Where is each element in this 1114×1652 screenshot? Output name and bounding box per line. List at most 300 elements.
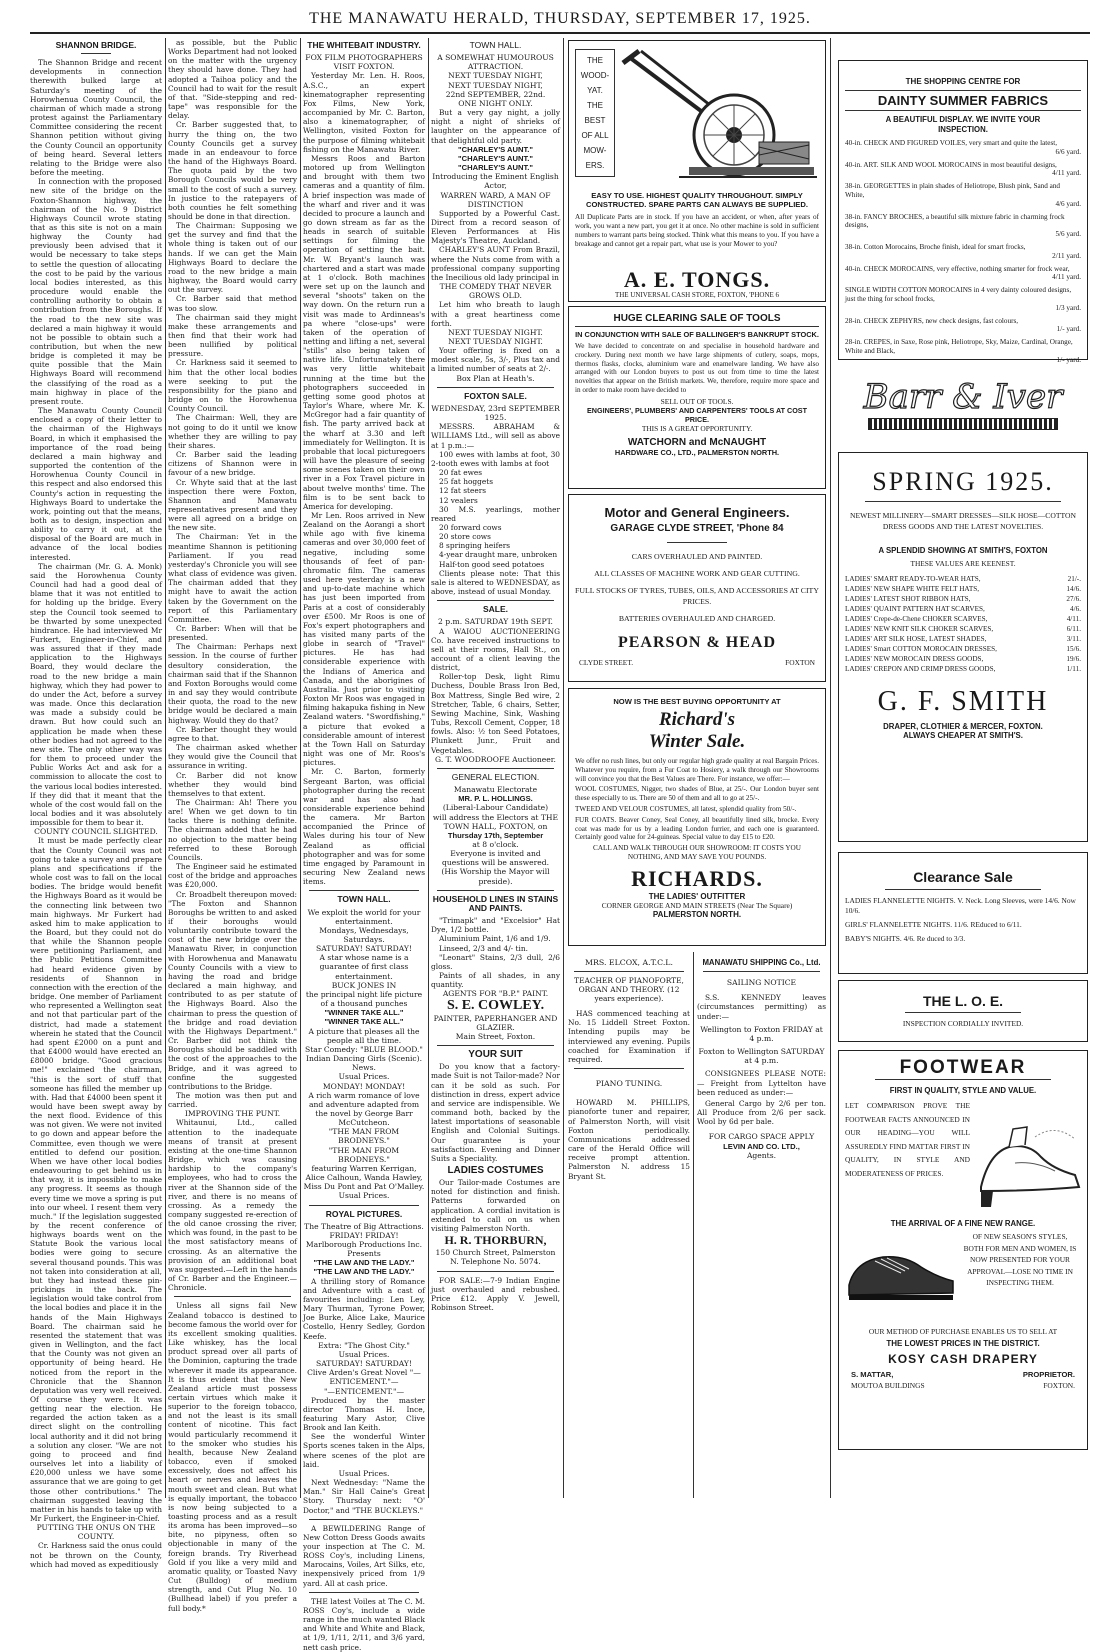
column-1 — [30, 38, 162, 1569]
ad-line: NEWEST MILLINERY—SMART DRESSES—SILK HOSE—COTTON DRESS GOODS AND THE LATEST NOVELTIES. — [850, 511, 1076, 531]
ad-title: Richard's — [658, 709, 736, 730]
address-left: MOUTOA BUILDINGS — [851, 1381, 925, 1390]
fabric-item-text: 28-in. CHECK ZEPHYRS, new check designs, fast colours, — [845, 316, 1019, 325]
ad-proprietor — [845, 1370, 1081, 1379]
ad-line: Your offering is fixed on a modest scale, 5s, 3/-, Plus tax and a limited number of seats at 2/-. — [431, 346, 560, 374]
footer-right: FOXTON — [785, 658, 815, 667]
divider — [437, 1045, 554, 1046]
proprietor-name: S. MATTAR, — [851, 1370, 894, 1379]
ad-line: SATURDAY! SATURDAY! — [316, 944, 412, 954]
ad-line: Clients please note: That this sale is altered to WEDNESDAY, as above, instead of usual Monday. — [431, 568, 560, 597]
ad-name: WATCHORN and McNAUGHT — [627, 436, 767, 448]
fabric-item — [845, 286, 1081, 312]
ad-title: TOWN HALL. — [337, 894, 391, 905]
ad-footer: DRAPER, CLOTHIER & MERCER, FOXTON. — [883, 722, 1043, 731]
ad-line: FOR CARGO SPACE APPLY — [708, 1132, 815, 1142]
ad-line: FOR SALE:—7-9 Indian Engine just overhauled and rebushed. Price £12. Apply V. Jewell, Robinson Street. — [431, 1275, 560, 1312]
ad-title: SPRING 1925. — [865, 467, 1061, 502]
paragraph: Messrs Roos and Barton motored up from Wellington and brought with them two cameras and a quantity of film. A brief inspection was made of the wharf and river and it was decided to procure a launch and go down stream as far as the heads in search of suitable settings for filming the operation of setting the bait. Mr. W. Bryant's launch was chartered and a start was made at 1 o'clock. Both machines were set up on the launch and several "shoots" taken on the way down. On the return run a visit was made to Ardinneas's pa where "close-ups" were taken of the operation of netting and lifting a net, several "stills" also being taken of native life. Unfortunately there was very little whitebait running at the time but the photographers succeeded in getting some good photos at Taylor's Whare, where Mr. K. McGregor had a fair quantity of fish. The party arrived back at the wharf at 3.30 and left immediately for Wellington. It is probable that local picturegoers will have the pleasure of seeing some scenes taken on their own river in a Fox Travel picture in about twelve months' time. The film is to be sent back to America for developing. — [303, 153, 425, 511]
ad-line: "CHARLEY'S AUNT." — [458, 144, 533, 154]
ad-city: PALMERSTON NORTH. — [652, 909, 742, 919]
paragraph: The Chairman: Supposing we get the survey and find that the whole thing is taken out of our hands. If we can get the Main Highways Board to declare the road to the new bridge a main highway, the Board would carry out the survey. — [168, 221, 297, 295]
price-item-price: 1/11. — [1066, 665, 1081, 673]
ad-line: Usual Prices. — [338, 1072, 390, 1082]
ad-title: PIANO TUNING. — [595, 1079, 663, 1089]
ad-title: HOUSEHOLD LINES IN STAINS AND PAINTS. — [432, 893, 559, 913]
ad-subtitle: SAILING NOTICE — [726, 978, 797, 988]
ad-line: Linseed, 2/3 and 4/- tin. — [439, 943, 528, 953]
divider — [574, 1068, 684, 1069]
ad-line: Agents. — [746, 1150, 777, 1160]
divider — [309, 890, 419, 891]
ad-line: CONSIGNEES PLEASE NOTE:— Freight from Lyttelton have been reduced as under:— — [697, 1069, 826, 1097]
price-item — [845, 574, 1081, 584]
ad-name: RICHARDS. — [631, 865, 763, 891]
ad-line: MR. P. L. HOLLINGS. — [458, 794, 533, 804]
ad-line: BUCK JONES IN — [331, 980, 397, 990]
mower-body: All Duplicate Parts are in stock. If you have an accident, or when, after years of work, you want a new part, you get it at once. No other machine is sold in sufficient numbers to warrant parts being stocked. Think what this means to you. If you have a breakage and cannot get a repair part, what use is your Mower to you? — [575, 213, 819, 248]
ad-line: Roller-top Desk, light Rimu Duchess, Double Brass Iron Bed, Box Mattress, Single Bed wire, 2 Stretcher, Table, 6 chairs, Setter, Sewing Machine, Sink, Washing Tubs, Rexcoll Cement, Copper, 18 fowls. Also: ½ ton Seed Potatoes, Plunkett Junr., Fruit and Vegetables. — [431, 672, 560, 755]
side-text: THE — [587, 101, 603, 110]
paragraph: Cr. Harkness said it seemed to him that the other local bodies were seeking to put the responsibility for the piano and bridge on to the Horowhenua County Council. — [168, 358, 297, 414]
divider — [905, 1012, 1021, 1013]
ad-line: AGENTS FOR "B.P." PAINT. — [442, 989, 549, 999]
tools-sale-ad — [568, 306, 826, 489]
ad-line: Wellington to Foxton FRIDAY at 4 p.m. — [700, 1024, 823, 1043]
fabric-item-text: 40-in. CHECK AND FIGURED VOILES, very smart and quite the latest, — [845, 139, 1058, 147]
column-rule — [830, 38, 831, 1498]
price-item-price: 6/11. — [1066, 625, 1081, 633]
price-item-text: LADIES' QUAINT PATTERN HAT SCARVES, — [845, 605, 985, 613]
price-item-text: LADIES' NEW KNIT SILK CHOKER SCARVES, — [845, 625, 994, 633]
fabric-item-price: 4/6 yard. — [1055, 199, 1081, 208]
ad-line: Introducing the Eminent English Actor, — [432, 172, 559, 191]
price-item-text: LADIES' ART SILK HOSE, LATEST SHADES, — [845, 635, 987, 643]
side-text: BEST — [584, 116, 606, 125]
paragraph: The Chairman: Perhaps next session. In the course of further desultory consideration, the chairman said that if the Shannon and Foxton Boroughs would come in and say they would contribute their quota, the road to the new bridge would be declared a main highway. Would they do that? — [168, 642, 297, 725]
divider — [437, 768, 554, 769]
ad-line: A rich warm romance of love and adventure adapted from the novel by George Barr McCutcheon. — [308, 1090, 420, 1128]
ad-line: PAINTER, PAPERHANGER AND GLAZIER. — [433, 1013, 558, 1032]
fabric-item-price: 1/- yard. — [1056, 325, 1081, 334]
paragraph: It must be made perfectly clear that the County Council was not going to take a survey and prepare plans and specifications if the whole cost was to fall on the local bodies. The bridge would benefit the Highways Board as it would be the connecting link between two main highways. Mr Furkert had asked him to make application to the Board, but they could not do that while the Shannon people were petitioning Parliament, and the Public Petitions Committee had heard evidence given by residents of Shannon in connection with the erection of the bridge. One member of Parliament who represented a Wellington seat and not that particular part of the district, had made a statement wherein he stated that the Council had spent £2000 on a punt and that £4000 would have erected an £8000 bridge. "Good gracious me!" exclaimed the chairman, "this is the sort of stuff that someone has filled the member up with. Had that £4000 been spent it would have been swept away by the next flood. Evidence of this was not given. We were not invited to go down and appear before the Committee, even though we were entitled to defend our position. When we have other local bodies endeavouring to get behind us in that way, it is impossible to make any progress. It seems as though every time we move a spring is put into our wheel. I resent them very much." If the legislation suggested by the recent conference of highways boards went on the Statute Book the various local bodies were going to secure several thousand pounds. This was not taken into consideration at all, but they had instead these pin-prickings in the back. The legislation would take control from the local bodies and place it in the hands of the Main Highways Board. The chairman said he resented the statement that was given in Wellington, and the fact that the County was not given an opportunity of being heard. He noticed from the report in the Chronicle that the Shannon deputation was very well received. Of course they were. It was getting near the election. He regarded the action taken as a direct slight on the controlling local authority and it did not bring a solution any closer. "We are not going to proceed and find ourselves let into a liability of £20,000 unless we have some assurance that we are going to get those other contributions." The chairman suggested leaving the matter in his hands to take up with Mr Furkert, the Engineer-in-Chief. — [30, 836, 162, 1523]
divider — [174, 1296, 291, 1297]
ad-topline: THE SHOPPING CENTRE FOR — [905, 77, 1021, 86]
ad-body: HOWARD M. PHILLIPS, pianoforte tuner and repairer, of Palmerston North, will visit Foxton periodically. Communications addressed care of the Herald Office will receive prompt attention. Palmerston N. address 15 Bryant St. — [568, 1098, 690, 1181]
price-item — [845, 644, 1081, 654]
fabric-item-price: 5/6 yard. — [1055, 230, 1081, 239]
ad-line: Extra: "The Ghost City." — [318, 1340, 410, 1350]
ad-line: Our Tailor-made Costumes are noted for distinction and finish. Patterns forwarded on application. A cordial invitation is extended to call on us when visiting Palmerston North. — [431, 1178, 560, 1233]
mower-caption: EASY TO USE. HIGHEST QUALITY THROUGHOUT. SIMPLY CONSTRUCTED. SPARE PARTS CAN ALWAYS BE SUPPLIED. — [586, 191, 808, 209]
ad-line: Everyone is invited and questions will be answered. — [441, 849, 550, 868]
divider — [309, 1592, 419, 1593]
barr-iver-logo: Barr & Iver — [863, 377, 1063, 417]
ad-body: We offer no rush lines, but only our regular high grade quality at real Bargain Prices. Whatever you require, from a Fur Coat to Hosiery, a walk through our Showrooms will convince you that the Best Values are There. For instance, we offer:— — [575, 757, 819, 783]
fabric-item — [845, 182, 1081, 208]
ad-item: TWEED AND VELOUR COSTUMES, all latest, splendid quality from 50/-. — [575, 804, 797, 813]
paragraph: The Chairman: Yet in the meantime Shannon is petitioning Parliament. If you read yesterday's Chronicle you will see what class of evidence was given. The chairman added that they might have to await the action taken by the Government on the report of this Parliamentary Committee. — [168, 532, 297, 624]
ad-line: Let him who breath to laugh with a great heartiness come forth. — [431, 300, 560, 328]
price-item-price: 19/6. — [1066, 655, 1081, 663]
ad-line: featuring Warren Kerrigan, Alice Calhoun, Wanda Hawley, Miss Du Pont and Pat O'Malley. — [303, 1163, 425, 1192]
ad-subtitle: THE LADIES' OUTFITTER — [648, 891, 746, 901]
side-text: MOW- — [583, 146, 607, 155]
article-title: SHANNON BRIDGE. — [55, 40, 137, 50]
fabric-item-price: 4/11 yard. — [1052, 273, 1081, 282]
ad-line: (His Worship the Mayor will preside). — [441, 867, 550, 886]
divider — [309, 1519, 419, 1520]
price-item-text: LADIES' Crepe-de-Chene CHOKER SCARVES, — [845, 615, 988, 623]
side-text: ERS. — [585, 161, 605, 170]
divider — [437, 890, 554, 891]
richards-winter-sale-ad — [568, 688, 826, 946]
price-item-text: LADIES' LATEST SHOT RIBBON HATS, — [845, 595, 971, 603]
fabric-item-price: 1/3 yard. — [1055, 303, 1081, 312]
fabric-item — [845, 213, 1081, 239]
tongs-name: A. E. TONGS. — [623, 267, 771, 292]
ad-body: HAS commenced teaching at No. 15 Liddell Street Foxton. Intending pupils may be interviewed any evening. Pupils coached for Examination if required. — [568, 1009, 690, 1064]
ad-line: NEXT TUESDAY NIGHT. — [448, 327, 543, 337]
paragraph: In connection with the proposed new site of the bridge on the Foxton-Shannon highway, the chairman of the No. 9 District Highways Council wrote stating that as this site is not on a main highway the County had previously been advised that it would be necessary to take steps to settle the question of allocating the cost to be paid by the various local bodies interested, as this procedure would enable the controlling authority to obtain a contribution from the Boroughs. If the road to the new site was declared a main highway it would not be possible to obtain such a contribution, but when the new bridge is completed it may be quite possible that the Main Highways Board will recommend the classifying of the road as a main highway in place of the present route. — [30, 177, 162, 406]
fabric-item — [845, 161, 1081, 179]
ad-title: Motor and General Engineers. — [604, 505, 790, 520]
ad-footer: ALWAYS CHEAPER AT SMITH'S. — [903, 731, 1023, 740]
price-item-price: 21/-. — [1067, 575, 1081, 583]
fabric-item-text: SINGLE WIDTH COTTON MOROCAINS in 4 very dainty coloured designs, just the thing for school frocks, — [845, 286, 1072, 303]
ad-line: A picture that pleases all the people all the time. — [308, 1026, 420, 1045]
ad-line: A thrilling story of Romance and Adventure with a cast of favourites including: Len Ley, Mary Thurman, Tyrone Power, Joe Burke, Alice Lake, Maurice Costello, Henry Sedley, Gordon Keefe. — [303, 1276, 425, 1341]
fabric-item-text: 40-in. ART. SILK AND WOOL MOROCAINS in most beautiful designs, — [845, 160, 1057, 169]
divider — [667, 542, 727, 543]
price-item-text: LADIES' NEW SHAPE WHITE FELT HATS, — [845, 585, 979, 593]
paragraph: The Shannon Bridge and recent developments in connection therewith bulked large at Saturday's meeting of the Horowhenua County Council, the chairman of which made a strong protest against the Parliamentary Committee considering the recent Shannon petition without giving the County Council an opportunity of being heard. Several letters relating to the Bridge were also before the meeting. — [30, 58, 162, 178]
fabric-item-price: 6/6 yard. — [1055, 147, 1081, 156]
ad-name: S. E. COWLEY. — [446, 998, 545, 1014]
paragraph: Cr. Barber did not know whether they would bind themselves to that extent. — [168, 770, 297, 798]
ad-line: "Leonart" Stains, 2/3 dull, 2/6 gloss. — [431, 952, 560, 971]
logo-underline — [868, 418, 1058, 430]
subheading: IMPROVING THE PUNT. — [184, 1109, 281, 1119]
ad-line: Foxton to Wellington SATURDAY at 4 p.m. — [698, 1047, 825, 1066]
fabric-item — [845, 243, 1081, 261]
ad-line: BATTERIES OVERHAULED AND CHARGED. — [618, 614, 776, 623]
paragraph: Mr Len. Roos arrived in New Zealand on the Aorangi a short while ago with five kinema cameras and over 30,000 feet of negative, including some thousands of feet of pan-chromatic film. The cameras used here yesterday is a new and up-to-date machine which has just been imported from Paris at a cost of considerably over £500. Mr Roos is one of Fox's expert photographers and has visited many parts of the globe in search of "Travel" pictures. He has had considerable experience with the Indians of America and Canada, and the aborigines of Australia. Just prior to visiting Foxton Mr Roos was engaged in filming hakapuka fishing in New Zealand waters. "Swordfishing," a picture that evoked a considerable amount of interest at the Town Hall on Saturday night was one of Mr. Roos's pictures. — [303, 510, 425, 768]
mens-shoe-illustration — [845, 1239, 957, 1309]
paragraph: The Manawatu County Council enclosed a copy of their letter to the chairman of the Highways Board, in which it emphasised the importance of the road being declared a main highway and supported the contention of the Horowhenua County Council in this respect and also endorsed this County's action in requesting the Highways Board to undertake the work, pointing out that the means, both as to design, inspection and ability to carry it out, at the disposal of the Board are much in advance of the local bodies interested. — [30, 406, 162, 562]
subheading: PUTTING THE ONUS ON THE COUNTY. — [36, 1523, 156, 1542]
ad-name: G. F. SMITH — [877, 686, 1049, 717]
paragraph: Cr. Broadbelt thereupon moved: "The Foxton and Shannon Boroughs be written to and asked if their boroughs would voluntarily contribute toward the cost of the new bridge over the Manawatu River, in conjunction with Horowhenua and Manawatu County Councils with a view to having the road and bridge declared a main highway, and contributed to as per statute of the Highways Board. Also the chairman to press the question of the bridge and road deviation with the Highways Department." Cr. Barber did not think the Boroughs should be saddled with the cost of the approaches to the Bridge, and it was agreed to confine the suggested contributions to the Bridge. — [168, 889, 297, 1091]
ad-title: DAINTY SUMMER FABRICS — [845, 90, 1081, 111]
ad-line: GIRLS' FLANNELETTE NIGHTS. 11/6. REduced to 6/11. — [845, 920, 1022, 929]
tongs-mower-ad — [568, 40, 826, 302]
column-rule — [165, 38, 166, 1498]
price-item-price: 14/6. — [1066, 585, 1081, 593]
ad-line: BABY'S NIGHTS. 4/6. Re duced to 3/3. — [845, 934, 966, 943]
ad-line: NEXT TUESDAY NIGHT. — [448, 337, 543, 346]
ad-line: "WINNER TAKE ALL." — [324, 1017, 404, 1027]
ad-arrival: THE ARRIVAL OF A FINE NEW RANGE. — [890, 1219, 1036, 1228]
divider — [81, 53, 111, 54]
ad-line: OUR METHOD OF PURCHASE ENABLES US TO SELL AT — [868, 1327, 1058, 1336]
fabric-item-price: 2/11 yard. — [1052, 251, 1081, 260]
ad-title: FOOTWEAR — [875, 1057, 1051, 1080]
barr-iver-logo-ad — [838, 376, 1088, 438]
fabric-item — [845, 338, 1081, 364]
paragraph: Cr. Barber said that method was too slow. — [168, 294, 297, 313]
loe-ad — [838, 980, 1088, 1042]
clearance-sale-ad — [838, 852, 1088, 974]
mower-side-panel — [575, 49, 615, 177]
ad-line: "CHARLEY'S AUNT." — [458, 153, 533, 163]
footwear-mid-block — [845, 1231, 1081, 1323]
ad-line: 2 p.m. SATURDAY 19th SEPT. — [438, 617, 553, 627]
ad-title: HUGE CLEARING SALE OF TOOLS — [575, 313, 819, 327]
ad-line: THESE VALUES ARE KEENEST. — [910, 559, 1016, 568]
paragraph: The chairman (Mr. G. A. Monk) said the Horowhenua County Council had had a good deal of blame that it was not entitled to for holding up the bridge. Every step the Council took seemed to be thwarted by some unexpected hindrance. He had interviewed Mr Furkert, Engineer-in-Chief, and was assured that if they made application to the Highways Board, they would declare the road to the new bridge a main highway, which they had power to do under the Act, before a survey was made. Once this declaration was made a subsidy could be drawn. But how could such an application be made when these other bodies had not agreed to the new site. The only other way was for them to proceed under the Public Works Act and ask for a commission to allocate the cost to the various local bodies interested. If they did that it meant that the whole of the cost would fall on the local bodies and it was absolutely impossible for them to bear it. — [30, 561, 162, 828]
ad-line: (Liberal-Labour Candidate) — [442, 803, 549, 813]
ad-line: THE COMEDY THAT NEVER GROWS OLD. — [439, 282, 552, 301]
ad-title: MRS. ELCOX, A.T.C.L. — [585, 958, 673, 967]
ad-line: ENGINEERS', PLUMBERS' AND CARPENTERS' TOOLS AT COST PRICE. — [587, 405, 807, 424]
paragraph: THE latest Voiles at The C. M. ROSS Coy's, include a wide range in the much wanted Black and White and White and Black, at 1/9, 1/11, 2/11, and 3/6 yard, nett cash price. — [303, 1596, 425, 1652]
ad-line: The Theatre of Big Attractions. — [304, 1221, 424, 1231]
ad-line: Produced by the master director Thomas H. Ince, featuring Mary Astor, Clive Brook and Ian Keith. — [303, 1395, 425, 1433]
ad-line: WEDNESDAY, 23rd SEPTEMBER 1925. — [431, 403, 560, 423]
ad-line: 12 vealers — [439, 495, 478, 505]
price-item-text: LADIES' NEW MOROCAIN DRESS GOODS, — [845, 655, 984, 663]
ad-line: CARS OVERHAULED AND PAINTED. — [631, 552, 763, 561]
ad-line: Thursday 17th, September — [447, 830, 544, 840]
ad-body: OF NEW SEASON'S STYLES, BOTH FOR MEN AND WOMEN, IS NOW PRESENTED FOR YOUR APPROVAL—LOSE NO TIME IN INSPECTING THEM. — [963, 1232, 1077, 1287]
fabric-list — [845, 139, 1081, 365]
divider — [309, 1205, 419, 1206]
ad-name: H. R. THORBURN, — [444, 1233, 547, 1248]
fabric-item-price: 1/- yard. — [1056, 355, 1081, 364]
ad-title: ROYAL PICTURES. — [325, 1208, 403, 1219]
ad-topline: NOW IS THE BEST BUYING OPPORTUNITY AT — [613, 697, 781, 706]
ad-title: SALE. — [482, 604, 509, 615]
ad-line: 20 forward cows — [439, 522, 502, 532]
ad-line: MESSRS. ABRAHAM & WILLIAMS Ltd., will sell as above at 1 p.m.:— — [431, 422, 560, 450]
ad-subtitle: FIRST IN QUALITY, STYLE AND VALUE. — [889, 1086, 1037, 1095]
price-item-text: LADIES' Smart COTTON MOROCAIN DRESSES, — [845, 645, 997, 653]
ad-footer — [575, 658, 819, 667]
ad-address: CORNER GEORGE AND MAIN STREETS (Near The Square) — [601, 900, 793, 910]
paragraph: Cr. Barber thought they would agree to that. — [168, 724, 297, 743]
ad-line: Main Street, Foxton. — [455, 1031, 536, 1041]
ad-line: "THE LAW AND THE LADY." — [313, 1267, 415, 1277]
price-item — [845, 594, 1081, 604]
ad-line: "THE MAN FROM BRODNEYS." — [328, 1127, 400, 1146]
ad-line: will address the Electors at THE TOWN HALL, FOXTON, on — [432, 812, 559, 831]
ad-line: 30 M.S. yearlings, mother reared — [431, 504, 560, 523]
column-rule — [428, 38, 429, 1498]
fabric-item-text: 38-in. FANCY BROCHES, a beautiful silk mixture fabric in charming frock designs, — [845, 212, 1065, 230]
price-item — [845, 584, 1081, 594]
ad-line: Supported by a Powerful Cast. Direct from a record season of Eleven Performances at His Majesty's Theatre, Auckland. — [431, 208, 560, 246]
side-text: YAT. — [587, 86, 603, 95]
ad-item: FUR COATS. Beaver Coney, Seal Coney, all beautifully lined silk, brocke. Every coat was made for us by a leading London furrier, and each one is guaranteed. Certainly good value for 24-guineas. Special value to day £15 to £20. — [575, 815, 819, 842]
ad-line: But a very gay night, a jolly night a night of shrieks of laughter on the appearance of that delightful old party. — [431, 108, 560, 145]
side-text: THE — [587, 56, 603, 65]
divider — [885, 889, 1041, 890]
ad-line: A SPLENDID SHOWING AT SMITH'S, FOXTON — [878, 546, 1048, 555]
ad-line: LEVIN AND CO. LTD., — [723, 1141, 800, 1151]
ad-line: 22nd SEPTEMBER, 22nd. — [445, 89, 546, 99]
paragraph: Whitaunui, Ltd., called attention to the inadequate means of transit at present existing at the one-time Shannon Bridge, which was causing hardship to the company's employees, who had to cross the river at the Shannon side of the river, and there is no means of crossing. As a remedy the company suggested re-erection of the old canoe crossing the river, which was found, in the past to be the most satisfactory means of crossing. As an alternative the provision of an additional boat was suggested.—Left in the hands of Cr. Barber and the Engineer.—Chronicle. — [168, 1118, 297, 1293]
paragraph: Cr. Barber suggested that, to hurry the thing on, the two County Councils get a survey made in an endeavour to force the hand of the Highways Board. The quota paid by the two Borough Councils would be very small to the cost of such a survey. In justice to the ratepayers of both counties he felt something should be done in that direction. — [168, 120, 297, 221]
subheading: FOX FILM PHOTOGRAPHERS VISIT FOXTON. — [305, 53, 423, 72]
ad-line: Aluminium Paint, 1/6 and 1/9. — [439, 934, 551, 944]
ad-line: MONDAY! MONDAY! — [322, 1081, 406, 1091]
fabric-item — [845, 317, 1081, 335]
ad-line: "THE MAN FROM BRODNEYS." — [328, 1145, 400, 1164]
dainty-fabrics-ad — [838, 60, 1088, 364]
ad-subtitle: IN CONJUNCTION WITH SALE OF BALLINGER'S BANKRUPT STOCK. — [575, 330, 819, 339]
ad-line: Usual Prices. — [338, 1349, 390, 1359]
ad-line: 8 springing heifers — [439, 541, 511, 551]
ad-line: Marlborough Productions Inc. Presents — [305, 1240, 423, 1259]
paragraph: Cr. Whyte said that at the last inspection there were Foxton, Shannon and Manawatu representatives present and they were all agreed on a bridge on the new site. — [168, 477, 297, 533]
ad-title: Clearance Sale — [913, 869, 1013, 885]
paragraph: The Engineer said he estimated cost of the bridge and approaches was £20,000. — [168, 862, 297, 890]
ad-line: NEXT TUESDAY NIGHT, — [448, 71, 543, 81]
masthead: THE MANAWATU HERALD, THURSDAY, SEPTEMBER 17, 1925. — [30, 10, 1090, 34]
price-item-price: 4/11. — [1066, 615, 1081, 623]
shipping-column — [697, 952, 826, 1498]
ad-line: "Trimapk" and "Excelsior" Hat Dye, 1/2 bottle. — [431, 916, 560, 935]
ad-line: 25 fat hoggets — [439, 477, 494, 487]
ad-line: See the wonderful Winter Sports scenes taken in the Alps, where scenes of the plot are laid. — [303, 1432, 425, 1469]
ladies-shoe-illustration — [975, 1117, 1083, 1213]
column-rule — [300, 38, 301, 1498]
paragraph: The chairman said they might make these arrangements and then find that their work had been nullified by political pressure. — [168, 312, 297, 359]
ad-line: 150 Church Street, Palmerston N. Telephone No. 5074. — [435, 1248, 556, 1267]
footwear-top-block — [845, 1099, 1081, 1217]
side-text: WOOD- — [580, 71, 610, 80]
ad-line: SELL OUT OF TOOLS. — [660, 396, 734, 406]
elcox-tuning-column — [568, 952, 690, 1498]
ad-line: CHARLEY'S AUNT From Brazil, where the Nuts come from with a professional company supporting the Inecilious old lady principal in — [431, 245, 560, 282]
ad-body: We have decided to concentrate on and specialise in household hardware and crockery. During next month we have large shipments of cutlery, soaps, mops, thermos flasks, clocks, aluminium ware and enamelware landing. We have also arranged with our London buyers to post us out from time to time the latest novelties that appear on the British markets. We, therefore, require more space and in order to make room have decided to — [575, 342, 819, 394]
fabric-item-text: 38-in. GEORGETTES in plain shades of Heliotrope, Blush pink, Sand and White, — [845, 182, 1061, 199]
paragraph: Unless all signs fail New Zealand tobacco is destined to become famous the world over for its excellent smoking qualities. Like whiskey, has the local product spread over all parts of the Dominion, capturing the trade wherever it made its appearance. It is thus evident that the New Zealand article must possess certain virtues which make it superior to the foreign tobacco, and not the least is its small content of nicotine. This fact would particularly recommend it to the smoker who studies his health, because New Zealand tobacco, even if smoked excessively, does not affect his heart or nerves and leaves the mouth sweet and clean. But what is equally important, the tobacco is now being subjected to a toasting process and as a result its aroma has been improved—so bite, no pipyness, often so objectionable in many of the foreign brands. Try Riverhead Gold if you like a very mild and aromatic quality, or Toasted Navy Cut (Bulldog) of medium strength, and Cut Plug No. 10 (Bullhead label) if you prefer a full body.* — [168, 1301, 297, 1613]
price-item — [845, 654, 1081, 664]
ad-body: LET COMPARISON PROVE THE FOOTWEAR FACTS ANNOUNCED IN OUR HEADING—YOU WILL ASSUREDLY FIND MATTAR FIRST IN QUALITY, IN STYLE AND MODERATENESS OF PRICES. — [845, 1101, 970, 1178]
lawn-mower-illustration — [619, 47, 819, 187]
ad-item: WOOL COSTUMES, Nigger, two shades of Blue, at 25/-. Our London buyer sent these especially to us. There are 50 of them and all to go at 25/-. — [575, 785, 819, 803]
paragraph: Cr. Harkness said the onus could not be thrown on the County, which had moved as expeditiously — [30, 1541, 162, 1569]
price-item — [845, 664, 1081, 674]
ad-line: "THE LAW AND THE LADY." — [313, 1258, 415, 1268]
ad-line: FRIDAY! FRIDAY! — [329, 1230, 399, 1240]
spring-1925-ad — [838, 452, 1088, 842]
footer-left: CLYDE STREET. — [579, 658, 634, 667]
ad-line: G. T. WOODROOFE Auctioneer. — [435, 754, 556, 764]
ad-line: SATURDAY! SATURDAY! — [316, 1359, 412, 1369]
ad-line: the principal night life picture of a thousand punches — [305, 989, 423, 1009]
price-item-price: 27/6. — [1066, 595, 1081, 603]
column-rule — [563, 38, 564, 1498]
ad-subtitle: INSPECTION CORDIALLY INVITED. — [902, 1019, 1024, 1028]
ad-line: Mondays, Wednesdays, Saturdays. — [319, 925, 409, 944]
divider — [703, 971, 820, 972]
footwear-ad — [838, 1050, 1088, 1450]
column-3 — [303, 38, 425, 1652]
ad-line: General Cargo by 2/6 per ton. All Produce from 2/6 per sack. Wool by 6d per bale. — [697, 1098, 826, 1127]
paragraph: The Chairman: Well, they are not going to do it until we know whether they are willing to pay their shares. — [168, 413, 297, 450]
paragraph: The chairman asked whether they would give the Council that assurance in writing. — [168, 743, 297, 771]
address-right: FOXTON. — [1043, 1381, 1075, 1390]
paragraph: The Chairman: Ah! There you are! When we get down to tin tacks there is nothing definite. The chairman added that he had no objection to the matter being referred to these Borough Councils. — [168, 797, 297, 862]
price-list — [845, 574, 1081, 674]
article-title: THE WHITEBAIT INDUSTRY. — [307, 40, 421, 50]
ad-title: Winter Sale. — [648, 731, 746, 752]
ad-line: Half-ton good seed potatoes — [439, 559, 545, 569]
ad-subtitle: A BEAUTIFUL DISPLAY. WE INVITE YOUR INSPECTION. — [885, 115, 1041, 134]
tongs-footer: THE UNIVERSAL CASH STORE, FOXTON, 'PHONE 6 — [614, 291, 780, 299]
fabric-item-text: 28-in. CREPES, in Saxe, Rose pink, Heliotrope, Sky, Maize, Cardinal, Orange, White and Black, — [845, 338, 1073, 355]
pearson-head-ad — [568, 494, 826, 682]
ad-line: LADIES FLANNELETTE NIGHTS. V. Neck. Long Sleeves, were 14/6. Now 10/6. — [845, 896, 1076, 915]
price-item-price: 15/6. — [1066, 645, 1081, 653]
price-item — [845, 604, 1081, 614]
ad-line: WARREN WARD, A MAN OF DISTINCTION — [440, 190, 551, 209]
ad-line: 12 fat steers — [439, 486, 487, 496]
ad-line: "CHARLEY'S AUNT." — [458, 163, 533, 173]
ad-line: A SOMEWHAT HUMOUROUS ATTRACTION. — [437, 53, 554, 72]
ad-line: FULL STOCKS OF TYRES, TUBES, OILS, AND ACCESSORIES AT CITY PRICES. — [575, 586, 819, 606]
subheading: COUNTY COUNCIL SLIGHTED. — [34, 827, 158, 837]
ad-line: Paints of all shades, in any quantity. — [431, 971, 560, 990]
price-item-text: LADIES' CREPON AND CRIMP DRESS GOODS, — [845, 665, 996, 673]
ad-line: NEXT TUESDAY NIGHT, — [448, 80, 543, 90]
ad-line: 20 fat ewes — [439, 468, 483, 478]
ad-line: THE LOWEST PRICES IN THE DISTRICT. — [886, 1339, 1040, 1348]
paragraph: as possible, but the Public Works Department had not looked on the matter with the urgency they should have done. They had adopted a Taihoa policy and the Council had to wait for the result of that. "Side-stepping and red-tape" was responsible for the delay. — [168, 38, 297, 121]
ad-line: Star Comedy: "BLUE BLOOD." Indian Dancing Girls (Scenic). News. — [305, 1044, 423, 1073]
ad-title: GENERAL ELECTION. — [451, 771, 540, 782]
fabric-item-price: 4/11 yard. — [1052, 169, 1081, 178]
side-text: OF ALL — [581, 131, 609, 140]
ad-line: Box Plan at Heath's. — [456, 373, 535, 383]
ad-line: S.S. KENNEDY leaves (circumstances permitting) as under:— — [697, 993, 826, 1021]
ad-name: KOSY CASH DRAPERY — [888, 1352, 1038, 1366]
ad-line: 20 store cows — [439, 532, 491, 542]
ad-line: A WAIOU AUCTIONEERING Co. have received instructions to sell at their rooms, Hall St., on account of a client leaving the district, — [431, 626, 560, 673]
divider — [437, 1271, 554, 1272]
ad-line: THIS IS A GREAT OPPORTUNITY. — [641, 423, 753, 433]
ad-title: YOUR SUIT — [468, 1049, 523, 1061]
ad-title: FOXTON SALE. — [464, 390, 527, 401]
fabric-item-text: 38-in. Cotton Morocains, Broche finish, ideal for smart frocks, — [845, 242, 1026, 251]
proprietor-label: PROPRIETOR. — [1022, 1370, 1075, 1379]
price-item-price: 3/11. — [1066, 635, 1081, 643]
ad-line: ALL CLASSES OF MACHINE WORK AND GEAR CUTTING. — [594, 569, 800, 578]
divider — [574, 971, 684, 972]
price-item-text: LADIES' SMART READY-TO-WEAR HATS, — [845, 575, 981, 583]
ad-line: Usual Prices. — [338, 1468, 390, 1478]
paragraph: Mr. C. Barton, formerly Sergeant Barton, was official photographer during the recent war and has also had considerable experience behind the camera. Mr Barton accompanied the Prince of Wales during his tour of New Zealand as official photographer and was for some time engaged by Paramount in securing New Zealand news items. — [303, 767, 425, 887]
price-item-price: 4/6. — [1070, 605, 1081, 613]
fabric-item-text: 40-in. CHECK MOROCAINS, very effective, nothing smarter for frock wear, — [845, 264, 1070, 273]
ad-line: ONE NIGHT ONLY. — [458, 98, 533, 108]
paragraph: Cr. Barber: When will that be presented. — [168, 624, 297, 643]
ad-line: Usual Prices. — [338, 1191, 390, 1201]
ad-line: Next Wednesday: "Name the Man." Sir Hall Caine's Great Story. Thursday next: "O' Doctor," and "THE BUCKLEYS." — [303, 1478, 425, 1515]
